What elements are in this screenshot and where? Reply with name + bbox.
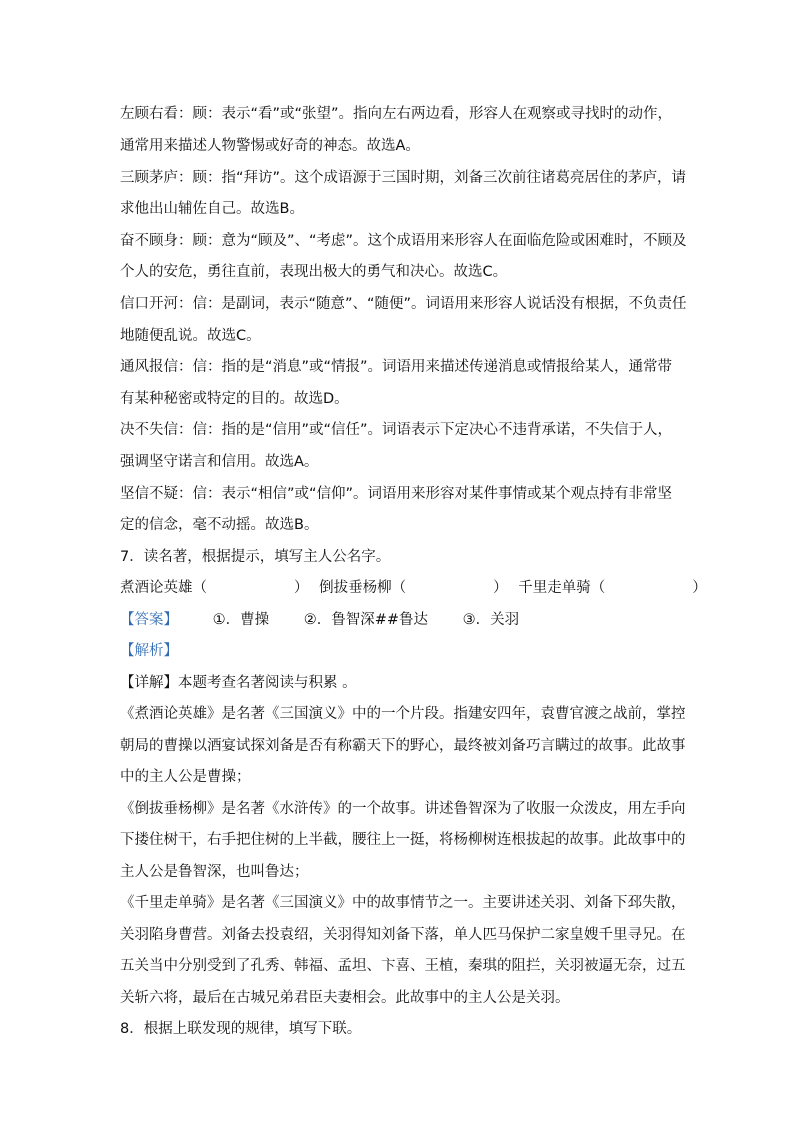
blank-2: 倒拔垂杨柳（ ） (319, 580, 508, 596)
explanation-2-line-1: 《倒拔垂杨柳》是名著《水浒传》的一个故事。讲述鲁智深为了收服一众泼皮，用左手向 (120, 801, 686, 817)
explanation-3-line-3: 五关当中分别受到了孔秀、韩福、孟坦、卞喜、王植，秦琪的阻拦，关羽被逼无奈，过五 (120, 958, 686, 974)
idiom-4-line-2: 地随便乱说。故选C。 (120, 328, 261, 344)
answer-2: ②．鲁智深##鲁达 (303, 612, 429, 628)
analysis-label: 【解析】 (120, 643, 178, 659)
explanation-2-line-3: 主人公是鲁智深，也叫鲁达； (120, 864, 309, 880)
idiom-1-line-1: 左顾右看：顾：表示“看”或“张望”。指向左右两边看，形容人在观察或寻找时的动作， (120, 106, 673, 122)
idiom-7-line-1: 坚信不疑：信：表示“相信”或“信仰”。词语用来形容对某件事情或某个观点持有非常坚 (120, 486, 673, 502)
answer-row (120, 610, 675, 630)
idiom-3-line-2: 个人的安危，勇往直前，表现出极大的勇气和决心。故选C。 (120, 264, 508, 280)
idiom-3-line-1: 奋不顾身：顾：意为“顾及”、“考虑”。这个成语用来形容人在面临危险或困难时，不顾及 (120, 233, 687, 249)
question-8-title: 8．根据上联发现的规律，填写下联。 (120, 1021, 362, 1037)
explanation-1-line-2: 朝局的曹操以酒宴试探刘备是否有称霸天下的野心，最终被刘备巧言瞒过的故事。此故事 (120, 738, 686, 754)
question-7-blanks (120, 578, 707, 598)
idiom-6-line-1: 决不失信：信：指的是“信用”或“信任”。词语表示下定决心不违背承诺，不失信于人， (120, 422, 673, 438)
answer-3: ③．关羽 (462, 612, 520, 628)
idiom-4-line-1: 信口开河：信：是副词，表示“随意”、“随便”。词语用来形容人说话没有根据，不负责任 (120, 296, 687, 312)
blank-3: 千里走单骑（ ） (518, 580, 707, 596)
question-7-title: 7．读名著，根据提示，填写主人公名字。 (120, 549, 391, 565)
explanation-3-line-1: 《千里走单骑》是名著《三国演义》中的故事情节之一。主要讲述关羽、刘备下邳失散， (120, 895, 686, 911)
answer-label: 【答案】 (120, 612, 178, 628)
idiom-2-line-2: 求他出山辅佐自己。故选B。 (120, 201, 304, 217)
explanation-1-line-1: 《煮酒论英雄》是名著《三国演义》中的一个片段。指建安四年，袁曹官渡之战前，掌控 (120, 706, 686, 722)
answer-1: ①．曹操 (212, 612, 270, 628)
idiom-1-line-2: 通常用来描述人物警惕或好奇的神态。故选A。 (120, 138, 420, 154)
explanation-2-line-2: 下搂住树干，右手把住树的上半截，腰往上一挺，将杨柳树连根拔起的故事。此故事中的 (120, 832, 686, 848)
explanation-1-line-3: 中的主人公是曹操； (120, 769, 251, 785)
blank-1: 煮酒论英雄（ ） (120, 580, 309, 596)
idiom-5-line-1: 通风报信：信：指的是“消息”或“情报”。词语用来描述传递消息或情报给某人，通常带 (120, 359, 673, 375)
explanation-3-line-4: 关斩六将，最后在古城兄弟君臣夫妻相会。此故事中的主人公是关羽。 (120, 990, 570, 1006)
idiom-7-line-2: 定的信念，毫不动摇。故选B。 (120, 517, 319, 533)
idiom-6-line-2: 强调坚守诺言和信用。故选A。 (120, 454, 319, 470)
explanation-3-line-2: 关羽陷身曹营。刘备去投袁绍，关羽得知刘备下落，单人匹马保护二家皇嫂千里寻兄。在 (120, 927, 686, 943)
idiom-5-line-2: 有某种秘密或特定的目的。故选D。 (120, 391, 349, 407)
idiom-2-line-1: 三顾茅庐：顾：指“拜访”。这个成语源于三国时期，刘备三次前往诸葛亮居住的茅庐，请 (120, 170, 687, 186)
detail-line: 【详解】本题考查名著阅读与积累 。 (120, 675, 357, 691)
